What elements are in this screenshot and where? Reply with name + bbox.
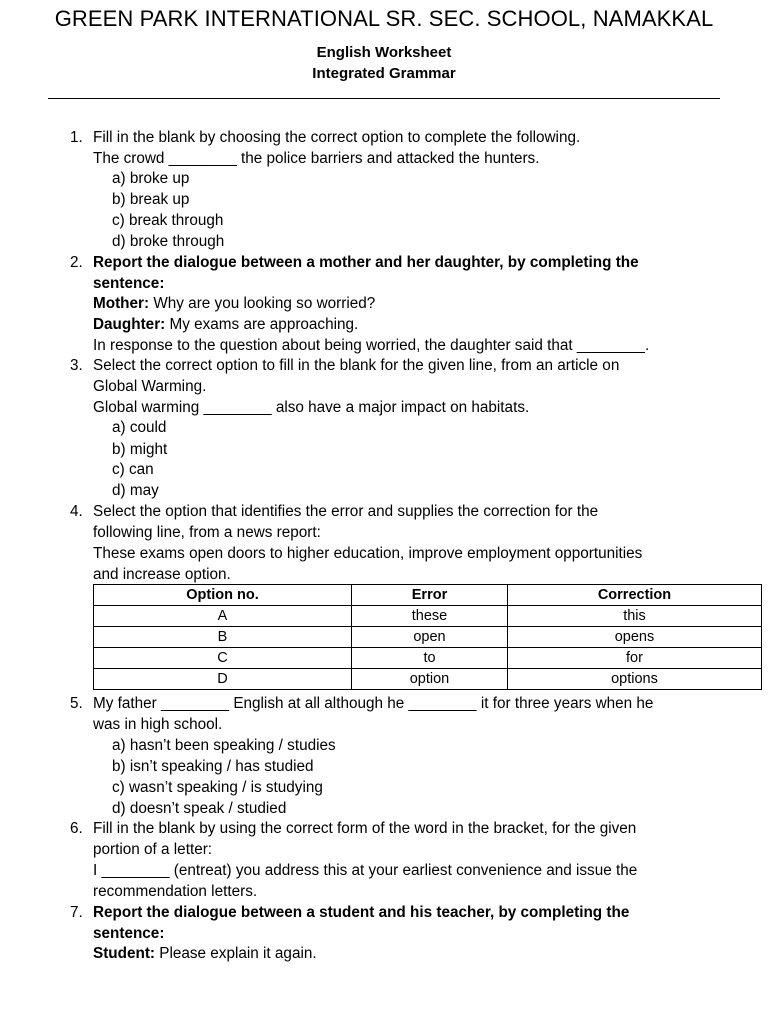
table-cell-correction: opens (508, 627, 762, 648)
worksheet-subtitle: Integrated Grammar (312, 65, 456, 82)
header-rule (48, 98, 720, 99)
q4-number: 4. (70, 503, 83, 520)
table-header-correction: Correction (508, 585, 762, 606)
q4-options-table (93, 584, 762, 690)
q1-prompt: Fill in the blank by choosing the correct option to complete the following. (93, 129, 581, 146)
table-cell-option: A (94, 606, 352, 627)
q5-option-b: b) isn’t speaking / has studied (112, 758, 314, 775)
q7-dialogue-student (93, 944, 317, 964)
q7-student-line: Please explain it again. (155, 945, 317, 962)
table-cell-option: C (94, 648, 352, 669)
q3-prompt-line1: Select the correct option to fill in the blank for the given line, from an article on (93, 357, 620, 374)
q2-number: 2. (70, 254, 83, 271)
q7-prompt-line2: sentence: (93, 925, 165, 942)
worksheet-title: English Worksheet (316, 44, 452, 61)
q1-option-c: c) break through (112, 212, 224, 229)
q6-line2: recommendation letters. (93, 883, 258, 900)
q2-prompt-line1: Report the dialogue between a mother and her daughter, by completing the (93, 254, 639, 271)
table-cell-correction: for (508, 648, 762, 669)
q6-prompt-line2: portion of a letter: (93, 841, 213, 858)
table-header-option: Option no. (94, 585, 352, 606)
q6-prompt-line1: Fill in the blank by using the correct form of the word in the bracket, for the given (93, 820, 637, 837)
q7-number: 7. (70, 904, 83, 921)
table-header-error: Error (352, 585, 508, 606)
q4-line2: and increase option. (93, 566, 231, 583)
q3-option-a: a) could (112, 419, 167, 436)
table-cell-option: D (94, 669, 352, 690)
q5-line2: was in high school. (93, 716, 223, 733)
table-header-row (94, 585, 762, 606)
q5-number: 5. (70, 695, 83, 712)
q3-option-d: d) may (112, 482, 159, 499)
q1-number: 1. (70, 129, 83, 146)
q2-task: In response to the question about being worried, the daughter said that ________. (93, 337, 650, 354)
table-cell-error: option (352, 669, 508, 690)
q5-option-a: a) hasn’t been speaking / studies (112, 737, 336, 754)
q2-dialogue-daughter (93, 315, 358, 335)
q4-line1: These exams open doors to higher education, improve employment opportunities (93, 545, 643, 562)
table-row (94, 669, 762, 690)
q6-line1: I ________ (entreat) you address this at your earliest convenience and issue the (93, 862, 638, 879)
school-name: GREEN PARK INTERNATIONAL SR. SEC. SCHOOL, NAMAKKAL (54, 6, 714, 31)
q3-sentence: Global warming ________ also have a major impact on habitats. (93, 399, 530, 416)
q1-option-b: b) break up (112, 191, 190, 208)
q5-line1: My father ________ English at all although he ________ it for three years when he (93, 695, 654, 712)
q3-option-c: c) can (112, 461, 154, 478)
q1-option-d: d) broke through (112, 233, 225, 250)
q7-speaker-student: Student: (93, 945, 156, 962)
q3-number: 3. (70, 357, 83, 374)
q5-option-c: c) wasn’t speaking / is studying (112, 779, 323, 796)
q2-daughter-line: My exams are approaching. (165, 316, 359, 333)
q5-option-d: d) doesn’t speak / studied (112, 800, 287, 817)
q2-dialogue-mother (93, 294, 375, 314)
table-row (94, 648, 762, 669)
q2-speaker-daughter: Daughter: (93, 316, 166, 333)
q4-prompt-line2: following line, from a news report: (93, 524, 321, 541)
table-cell-error: these (352, 606, 508, 627)
table-cell-error: open (352, 627, 508, 648)
table-cell-error: to (352, 648, 508, 669)
q6-number: 6. (70, 820, 83, 837)
q7-prompt-line1: Report the dialogue between a student and his teacher, by completing the (93, 904, 630, 921)
table-cell-correction: options (508, 669, 762, 690)
table-cell-option: B (94, 627, 352, 648)
q2-speaker-mother: Mother: (93, 295, 150, 312)
q3-prompt-line2: Global Warming. (93, 378, 207, 395)
q2-mother-line: Why are you looking so worried? (149, 295, 376, 312)
q3-option-b: b) might (112, 441, 168, 458)
q1-option-a: a) broke up (112, 170, 190, 187)
q1-sentence: The crowd ________ the police barriers and attacked the hunters. (93, 150, 540, 167)
q2-prompt-line2: sentence: (93, 275, 165, 292)
table-row (94, 606, 762, 627)
q4-prompt-line1: Select the option that identifies the error and supplies the correction for the (93, 503, 599, 520)
table-row (94, 627, 762, 648)
table-cell-correction: this (508, 606, 762, 627)
